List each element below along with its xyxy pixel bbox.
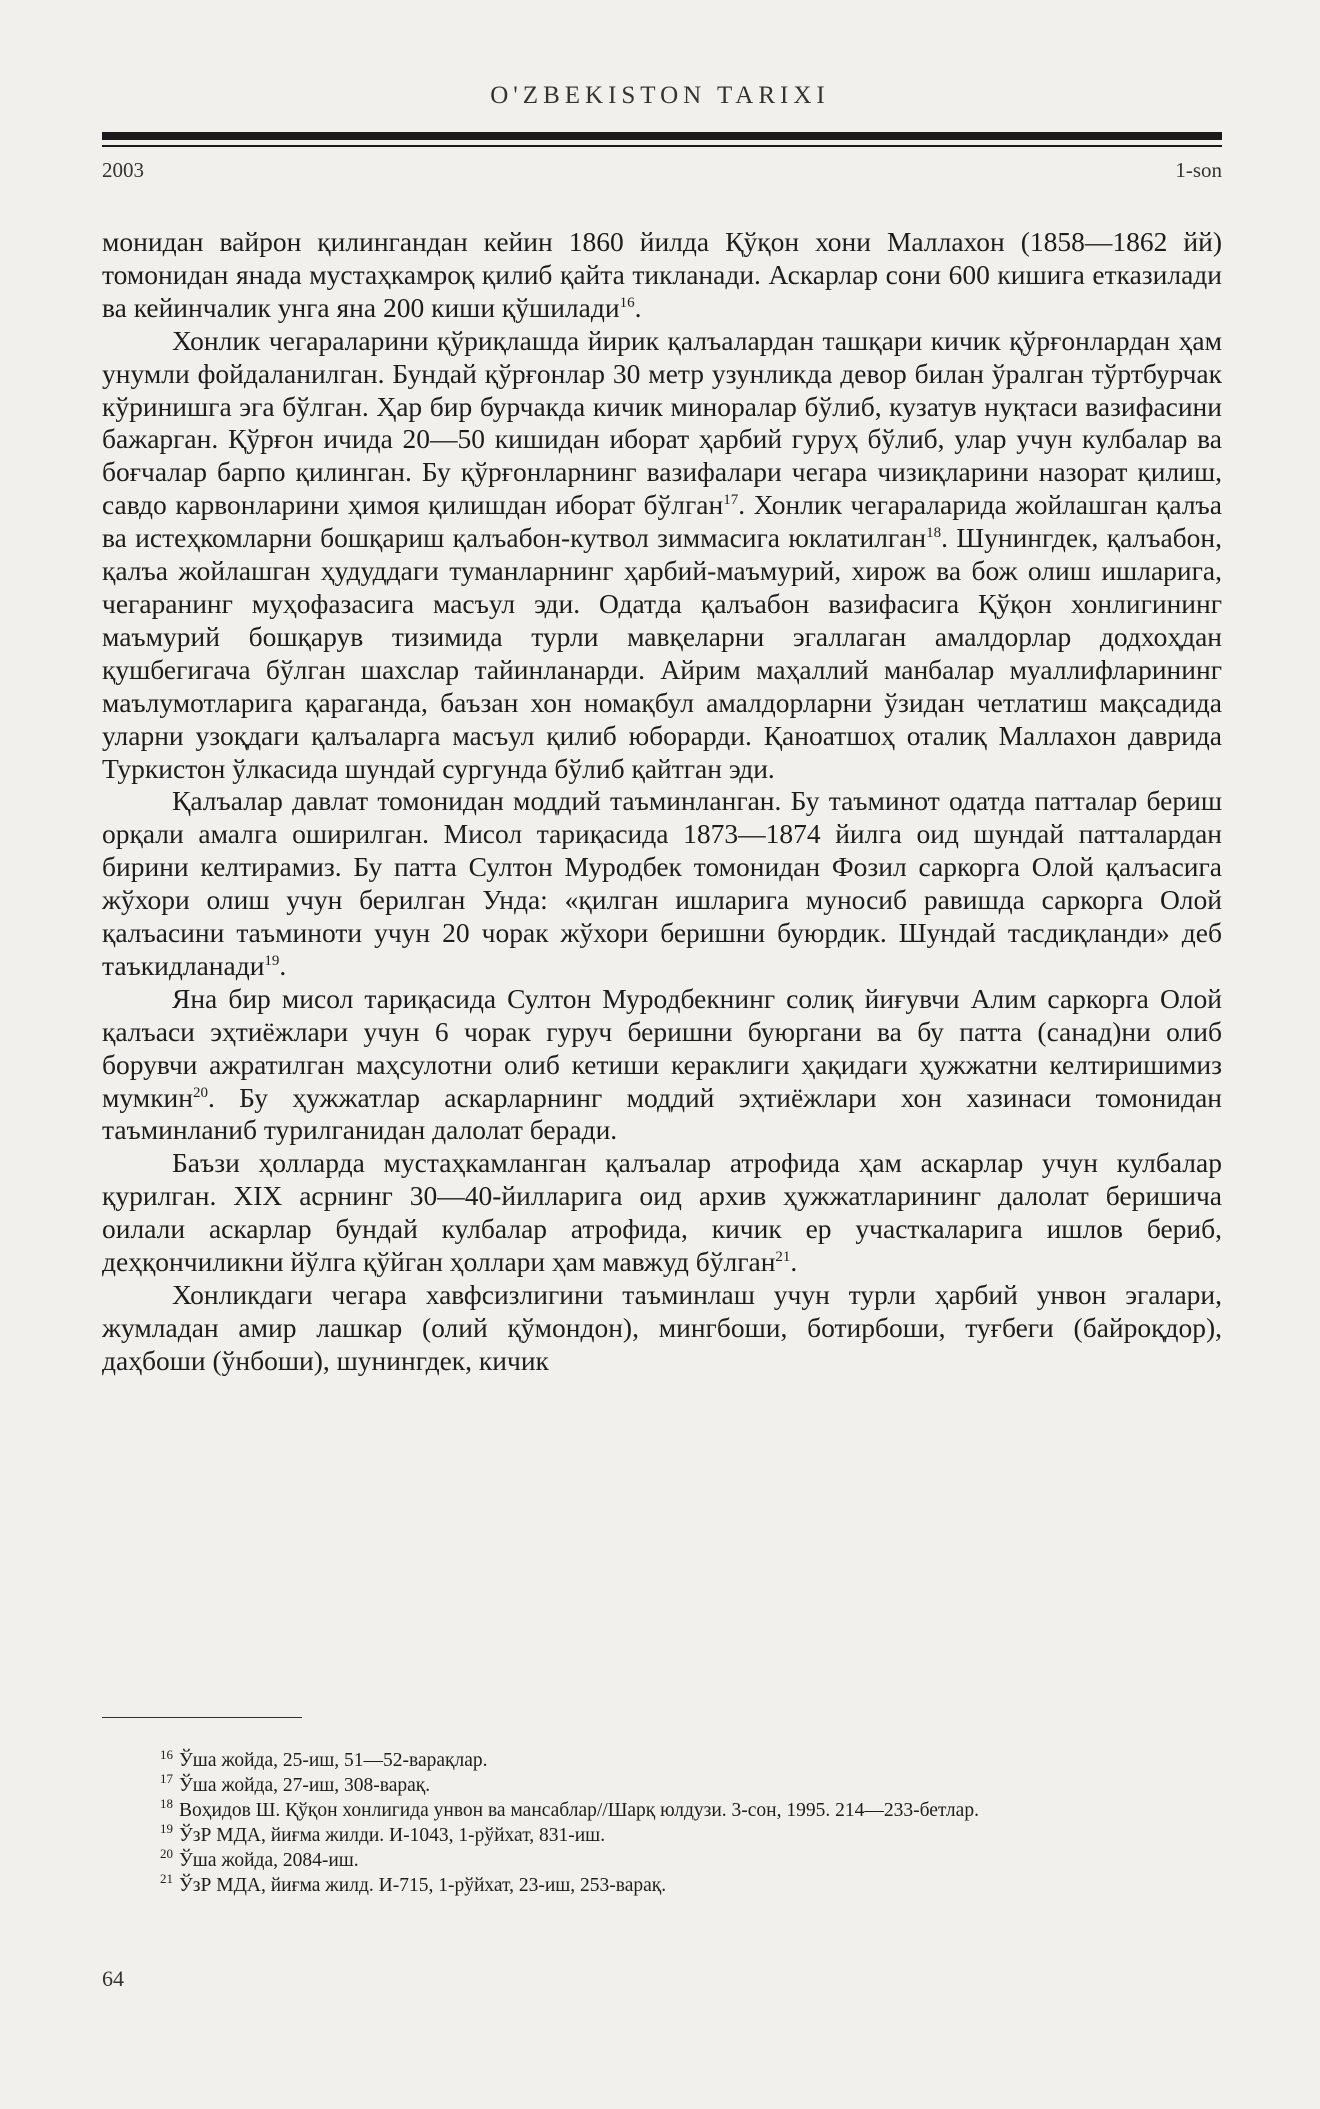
footnote: $^{20}$ Ўша жойда, 2084-иш.	[160, 1846, 359, 1871]
footnote-separator	[102, 1717, 302, 1718]
paragraph: монидан вайрон қилингандан кейин 1860 йилда Қўқон хони Маллахон (1858—1862 йй) томонидан янада мустаҳкамроқ қилиб қайта тикланади. Аскарлар сони 600 кишига етказилади ва кейинчалик унга яна 200 киши қўшилади$^{16}$.	[102, 226, 1222, 323]
journal-title: O'ZBEKISTON TARIXI	[490, 82, 830, 109]
footnote-ref: 20	[193, 1084, 208, 1101]
article-body	[102, 226, 1222, 1378]
footnote-ref: 18	[926, 525, 942, 541]
header-rule-thin	[102, 145, 1222, 147]
header-rule-thick	[102, 132, 1222, 140]
paragraph: Яна бир мисол тариқасида Султон Муродбекнинг солиқ йиғувчи Алим саркорга Олой қалъаси эҳтиёжлари учун 6 чорак гуруч беришни буюргани ва бу патта (санад)ни олиб борувчи ажратилган маҳсулотни олиб кетиши кераклиги ҳақидаги ҳужжатни келтиришимиз мумкин$^{20}$. Бу ҳужжатлар аскарларнинг моддий эҳтиёжлари хон хазинаси томонидан таъминланиб турилганидан далолат беради.	[102, 982, 1222, 1146]
paragraph: Баъзи ҳолларда мустаҳкамланган қалъалар атрофида ҳам аскарлар учун кулбалар қурилган. XIX асрнинг 30—40-йилларига оид архив ҳужжатларининг далолат беришича оилали аскарлар бундай кулбалар атрофида, кичик ер участкаларига ишлов бериб, деҳқончиликни йўлга қўйган ҳоллари ҳам мавжуд бўлган$^{21}$.	[102, 1147, 1222, 1278]
footnote-ref: 17	[723, 492, 739, 509]
paragraph: Хонлик чегараларини қўриқлашда йирик қалъалардан ташқари кичик қўрғонлардан ҳам унумли фойдаланилган. Бундай қўрғонлар 30 метр узунликда девор билан ўралган тўртбурчак кўринишга эга бўлган. Ҳар бир бурчакда кичик миноралар бўлиб, кузатув нуқтаси вазифасини бажарган. Қўрғон ичида 20—50 кишидан иборат ҳарбий гуруҳ бўлиб, улар учун кулбалар ва боғчалар барпо қилинган. Бу қўрғонларнинг вазифалари чегара чизиқларини назорат қилиш, савдо карвонларини ҳимоя қилишдан иборат бўлган$^{17}$. Хонлик чегараларида жойлашган қалъа ва истеҳкомларни бошқариш қалъабон-кутвол зиммасига юклатилган$^{18}$. Шунингдек, қалъабон, қалъа жойлашган ҳудуддаги туманларнинг ҳарбий-маъмурий, хирож ва бож олиш ишларига, чегаранинг муҳофазасига масъул эди. Одатда қалъабон вазифасига Қўқон хонлигининг маъмурий бошқарув тизимида турли мавқеларни эгаллаган амалдорлар додхоҳдан қушбегигача бўлган шахслар тайинланарди. Айрим маҳаллий манбалар муаллифларининг маълумотларига қараганда, баъзан хон номақбул амалдорларни ўзидан четлатиш мақсадида уларни узоқдаги қалъаларга масъул қилиб юборарди. Қаноатшоҳ оталиқ Маллахон даврида Туркистон ўлкасида шундай сургунда бўлиб қайтган эди.	[102, 324, 1222, 784]
page-number: 64	[102, 1966, 124, 1991]
footnote: $^{19}$ ЎзР МДА, йиғма жилди. И-1043, 1-рўйхат, 831-иш.	[160, 1821, 606, 1846]
footnote: $^{17}$ Ўша жойда, 27-иш, 308-варақ.	[160, 1771, 431, 1796]
issue-year: 2003	[102, 158, 144, 182]
footnote: $^{21}$ ЎзР МДА, йиғма жилд. И-715, 1-рўйхат, 23-иш, 253-варақ.	[160, 1871, 667, 1896]
footnote-ref: 19	[264, 952, 280, 969]
paragraph: Хонликдаги чегара хавфсизлигини таъминлаш учун турли ҳарбий унвон эгалари, жумладан амир лашкар (олий қўмондон), мингбоши, ботирбоши, туғбеги (байроқдор), даҳбоши (ўнбоши), шунингдек, кичик	[102, 1279, 1222, 1376]
footnote: $^{18}$ Воҳидов Ш. Қўқон хонлигида унвон ва мансаблар//Шарқ юлдузи. 3-сон, 1995. 214—233-бетлар.	[160, 1796, 979, 1821]
footnote-ref: 21	[775, 1248, 791, 1265]
footnote: $^{16}$ Ўша жойда, 25-иш, 51—52-варақлар.	[160, 1746, 488, 1771]
footnote-ref: 16	[619, 294, 635, 311]
footnotes	[102, 1746, 1222, 1898]
issue-number: 1-son	[1175, 158, 1222, 182]
paragraph: Қалъалар давлат томонидан моддий таъминланган. Бу таъминот одатда патталар бериш орқали амалга оширилган. Мисол тариқасида 1873—1874 йилга оид шундай патталардан бирини келтирамиз. Бу патта Султон Муродбек томонидан Фозил саркорга Олой қалъасига жўхори олиш учун берилган Унда: «қилган ишларига муносиб равишда саркорга Олой қалъасини таъминоти учун 20 чорак жўхори беришни буюрдик. Шундай тасдиқланди» деб таъкидланади$^{19}$.	[102, 785, 1222, 981]
